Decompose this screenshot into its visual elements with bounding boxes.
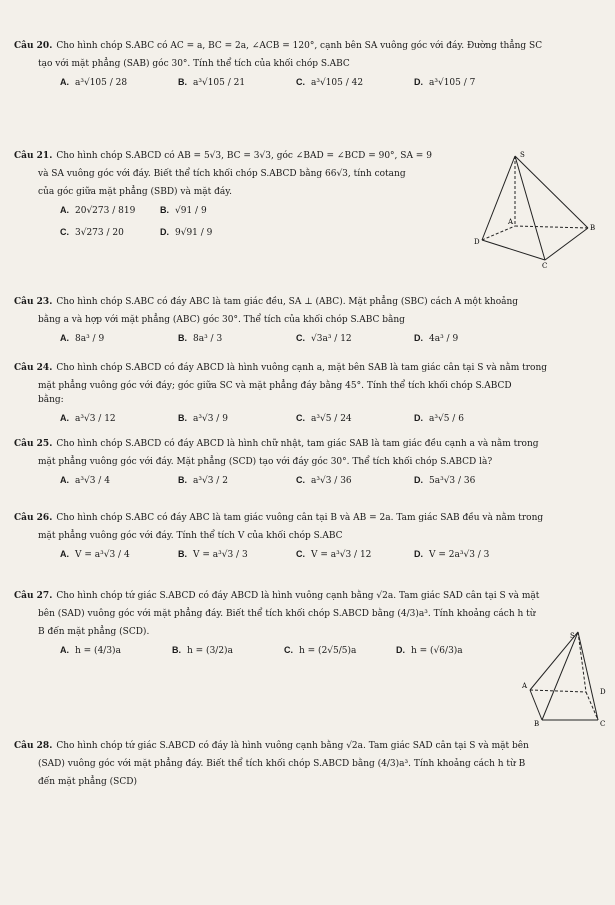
option-a[interactable]: A. 20√273 / 819 xyxy=(60,205,136,217)
question-stem-cont: bằng a và hợp với mặt phẳng (ABC) góc 30°. Thể tích của khối chóp S.ABC bằng xyxy=(38,315,405,326)
question-number: Câu 25. xyxy=(14,439,53,449)
option-c[interactable]: C. V = a³√3 / 12 xyxy=(296,549,372,561)
question-stem-cont2: bằng: xyxy=(38,395,64,406)
question-stem: Cho hình chóp S.ABCD có đáy ABCD là hình chữ nhật, tam giác SAB là tam giác đều cạnh a và nằm trong xyxy=(56,439,539,449)
question-stem-cont: mặt phẳng vuông góc với đáy. Mặt phẳng (SCD) tạo với đáy góc 30°. Thể tích khối chóp S.ABCD là? xyxy=(38,457,493,468)
question-stem-cont: mặt phẳng vuông góc với đáy. Tính thể tích V của khối chóp S.ABC xyxy=(38,531,343,542)
question-stem: Cho hình chóp tứ giác S.ABCD có đáy là hình vuông cạnh bằng √2a. Tam giác SAD cân tại S và mặt bên xyxy=(56,741,529,751)
option-c[interactable]: C. a³√5 / 24 xyxy=(296,413,352,425)
question-stem-cont2: của góc giữa mặt phẳng (SBD) và mặt đáy. xyxy=(38,187,232,198)
option-a[interactable]: A. h = (4/3)a xyxy=(60,645,121,657)
label-s: S xyxy=(520,151,525,159)
option-d[interactable]: D. a³√5 / 6 xyxy=(414,413,464,425)
option-c[interactable]: C. 3√273 / 20 xyxy=(60,226,124,238)
question-number: Câu 21. xyxy=(14,151,53,161)
option-b[interactable]: B. 8a³ / 3 xyxy=(178,333,223,345)
label-s: S xyxy=(570,632,575,640)
option-c[interactable]: C. √3a³ / 12 xyxy=(296,333,352,345)
option-b[interactable]: B. a³√3 / 9 xyxy=(178,413,228,425)
pyramid-figure-27 xyxy=(520,628,610,728)
option-a[interactable]: A. a³√3 / 4 xyxy=(60,475,110,487)
question-26 xyxy=(14,512,604,561)
question-23 xyxy=(14,296,604,345)
option-b[interactable]: B. V = a³√3 / 3 xyxy=(178,549,248,561)
option-b[interactable]: B. a³√3 / 2 xyxy=(178,475,228,487)
question-stem-cont2: đến mặt phẳng (SCD) xyxy=(38,777,137,788)
options xyxy=(14,548,604,561)
option-a[interactable]: A. V = a³√3 / 4 xyxy=(60,549,130,561)
option-b[interactable]: B. a³√105 / 21 xyxy=(178,77,246,89)
options xyxy=(14,644,604,657)
label-b: B xyxy=(590,224,596,232)
options xyxy=(14,474,604,487)
question-number: Câu 24. xyxy=(14,363,53,373)
question-24 xyxy=(14,362,604,426)
label-c: C xyxy=(600,720,606,728)
question-25 xyxy=(14,438,604,487)
label-d: D xyxy=(474,238,480,246)
question-stem: Cho hình chóp S.ABC có đáy ABC là tam giác đều, SA ⊥ (ABC). Mặt phẳng (SBC) cách A một khoảng xyxy=(56,297,519,307)
option-a[interactable]: A. 8a³ / 9 xyxy=(60,333,105,345)
question-stem-cont2: B đến mặt phẳng (SCD). xyxy=(38,627,150,638)
question-number: Câu 26. xyxy=(14,513,53,523)
option-d[interactable]: D. a³√105 / 7 xyxy=(414,77,476,89)
label-b: B xyxy=(534,720,540,728)
option-b[interactable]: B. h = (3/2)a xyxy=(172,645,233,657)
option-d[interactable]: D. 4a³ / 9 xyxy=(414,333,459,345)
options xyxy=(14,332,604,345)
question-stem-cont: mặt phẳng vuông góc với đáy; góc giữa SC và mặt phẳng đáy bằng 45°. Tính thể tích khối chóp S.ABCD xyxy=(38,381,512,392)
question-stem-cont: tạo với mặt phẳng (SAB) góc 30°. Tính thể tích của khối chóp S.ABC xyxy=(38,59,350,70)
question-stem: Cho hình chóp S.ABCD có đáy ABCD là hình vuông cạnh a, mặt bên SAB là tam giác cân tại S và nằm trong xyxy=(56,363,548,373)
options xyxy=(14,76,604,89)
question-20 xyxy=(14,40,604,89)
question-stem: Cho hình chóp S.ABC có AC = a, BC = 2a, ∠ACB = 120°, cạnh bên SA vuông góc với đáy. Đường thẳng SC xyxy=(56,41,543,51)
question-number: Câu 28. xyxy=(14,741,53,751)
label-c: C xyxy=(542,262,548,268)
question-stem-cont: (SAD) vuông góc với mặt phẳng đáy. Biết thể tích khối chóp S.ABCD bằng (4/3)a³. Tính khoảng cách h từ B xyxy=(38,759,526,770)
label-a: A xyxy=(508,218,514,226)
option-c[interactable]: C. a³√105 / 42 xyxy=(296,77,364,89)
option-d[interactable]: D. 5a³√3 / 36 xyxy=(414,475,476,487)
options xyxy=(14,412,604,425)
option-c[interactable]: C. a³√3 / 36 xyxy=(296,475,352,487)
option-a[interactable]: A. a³√3 / 12 xyxy=(60,413,116,425)
question-27 xyxy=(14,590,604,658)
question-number: Câu 20. xyxy=(14,41,53,51)
option-b[interactable]: B. √91 / 9 xyxy=(160,205,207,217)
option-d[interactable]: D. h = (√6/3)a xyxy=(396,645,463,657)
question-number: Câu 27. xyxy=(14,591,53,601)
option-c[interactable]: C. h = (2√5/5)a xyxy=(284,645,357,657)
question-stem: Cho hình chóp S.ABCD có AB = 5√3, BC = 3√3, góc ∠BAD = ∠BCD = 90°, SA = 9 xyxy=(56,151,432,161)
option-d[interactable]: D. V = 2a³√3 / 3 xyxy=(414,549,490,561)
question-28 xyxy=(14,740,604,788)
question-stem: Cho hình chóp tứ giác S.ABCD có đáy ABCD là hình vuông cạnh bằng √2a. Tam giác SAD cân tại S và mặt xyxy=(56,591,540,601)
option-a[interactable]: A. a³√105 / 28 xyxy=(60,77,128,89)
label-a: A xyxy=(522,682,528,690)
pyramid-figure-21 xyxy=(470,148,600,268)
question-stem-cont: bên (SAD) vuông góc với mặt phẳng đáy. Biết thể tích khối chóp S.ABCD bằng (4/3)a³. Tính khoảng cách h từ xyxy=(38,609,536,620)
label-d: D xyxy=(600,688,606,696)
question-stem-cont: và SA vuông góc với đáy. Biết thể tích khối chóp S.ABCD bằng 66√3, tính cotang xyxy=(38,169,406,180)
question-stem: Cho hình chóp S.ABC có đáy ABC là tam giác vuông cân tại B và AB = 2a. Tam giác SAB đều và nằm trong xyxy=(56,513,544,523)
question-number: Câu 23. xyxy=(14,297,53,307)
option-d[interactable]: D. 9√91 / 9 xyxy=(160,226,213,238)
